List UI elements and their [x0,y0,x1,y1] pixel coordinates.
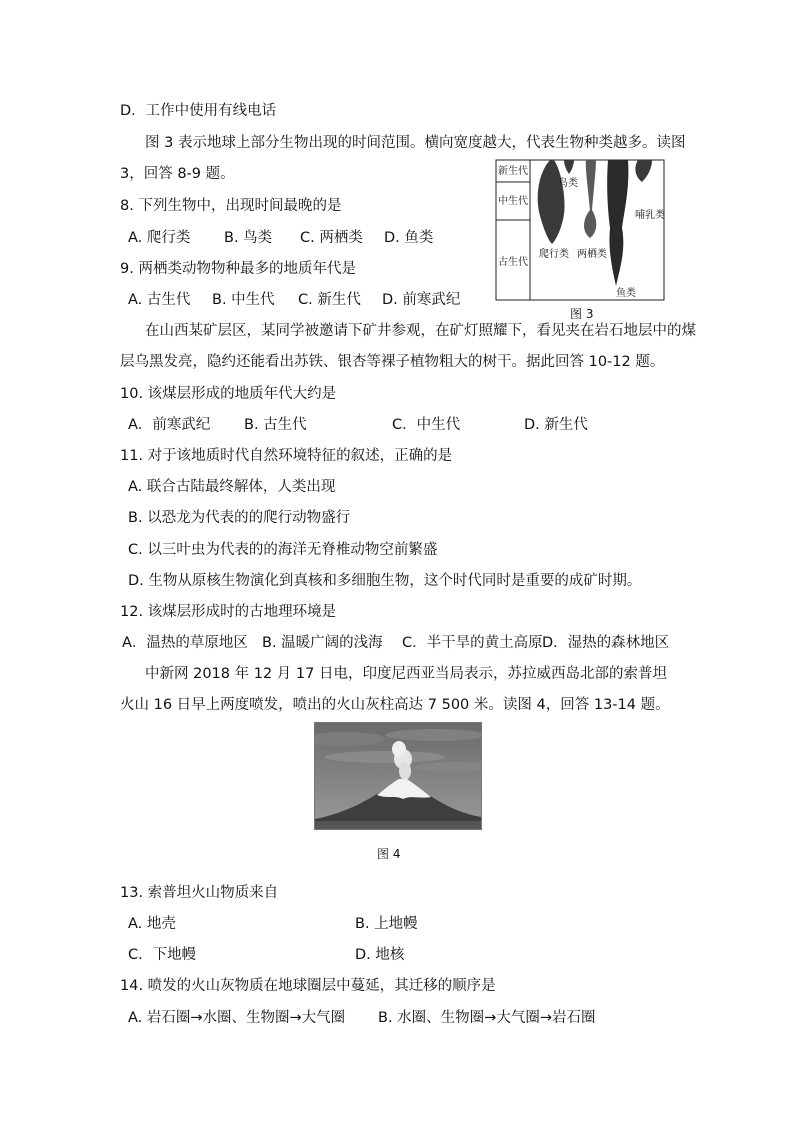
q14-option-a: A. 岩石圈→水圈、生物圈→大气圈 [128,1010,346,1026]
q13-option-d: D. 地核 [355,947,405,963]
q11-option-c: C. 以三叶虫为代表的的海洋无脊椎动物空前繁盛 [128,542,438,558]
q10-option-c: C．中生代 [392,417,461,433]
group-label-birds: 鸟类 [558,178,578,189]
q8-option-b: B. 鸟类 [224,230,273,246]
era-label-paleozoic: 古生代 [498,257,528,268]
coal-intro-line1: 在山西某矿层区，某同学被邀请下矿井参观，在矿灯照耀下，看见夹在岩石地层中的煤 [145,323,696,339]
q13-option-a: A. 地壳 [128,916,176,932]
figure-4-photo [314,722,482,830]
figure-3-caption: 图 3 [570,307,594,321]
volcano-illustration [315,723,481,829]
q9-stem: 9. 两栖类动物物种最多的地质年代是 [120,261,356,277]
q9-option-a: A. 古生代 [128,292,191,308]
q12-stem: 12. 该煤层形成时的古地理环境是 [120,604,337,620]
q11-option-a: A. 联合古陆最终解体，人类出现 [128,479,336,495]
fig3-intro-line2: 3，回答 8-9 题。 [120,166,235,182]
coal-intro-line2: 层乌黑发亮，隐约还能看出苏铁、银杏等裸子植物粗大的树干。据此回答 10-12 题。 [120,354,665,370]
q8-option-d: D. 鱼类 [384,230,434,246]
q10-stem: 10. 该煤层形成的地质年代大约是 [120,386,337,402]
q10-option-a: A．前寒武纪 [128,417,211,433]
q11-option-b: B. 以恐龙为代表的的爬行动物盛行 [128,510,351,526]
q9-option-c: C. 新生代 [298,292,361,308]
figure-3 [492,158,668,302]
era-label-mesozoic: 中生代 [498,196,528,207]
group-label-amphibians: 两栖类 [577,249,607,260]
q12-option-b: B. 温暖广阔的浅海 [262,635,383,651]
q8-stem: 8. 下列生物中，出现时间最晚的是 [120,198,342,214]
q12-option-c: C．半干旱的黄土高原 [402,635,543,651]
q9-option-d: D. 前寒武纪 [382,292,461,308]
figure-4-caption: 图 4 [377,847,401,861]
q13-stem: 13. 索普坦火山物质来自 [120,885,279,901]
q7-option-d: D．工作中使用有线电话 [120,103,277,119]
era-label-cenozoic: 新生代 [498,166,528,177]
q10-option-d: D. 新生代 [524,417,588,433]
group-label-mammals: 哺乳类 [635,210,665,221]
q8-option-a: A. 爬行类 [128,230,191,246]
figure-3-drawing [492,158,668,302]
volcano-intro-line2: 火山 16 日早上两度喷发，喷出的火山灰柱高达 7 500 米。读图 4，回答 13-14 题。 [120,697,670,713]
q11-stem: 11. 对于该地质时代自然环境特征的叙述，正确的是 [120,448,453,464]
q13-option-b: B. 上地幔 [355,916,418,932]
q10-option-b: B. 古生代 [244,417,307,433]
q12-option-a: A．温热的草原地区 [122,635,248,651]
q11-option-d: D. 生物从原核生物演化到真核和多细胞生物，这个时代同时是重要的成矿时期。 [128,573,642,589]
q12-option-d: D．湿热的森林地区 [542,635,670,651]
fig3-intro-line1: 图 3 表示地球上部分生物出现的时间范围。横向宽度越大，代表生物种类越多。读图 [145,135,686,151]
q14-stem: 14. 喷发的火山灰物质在地球圈层中蔓延，其迁移的顺序是 [120,978,496,994]
q13-option-c: C．下地幔 [128,947,197,963]
group-label-fish: 鱼类 [616,288,636,299]
q14-option-b: B. 水圈、生物圈→大气圈→岩石圈 [378,1010,596,1026]
q9-option-b: B. 中生代 [212,292,275,308]
q8-option-c: C. 两栖类 [300,230,363,246]
volcano-intro-line1: 中新网 2018 年 12 月 17 日电，印度尼西亚当局表示，苏拉威西岛北部的索普坦 [145,666,667,682]
group-label-reptiles: 爬行类 [539,249,569,260]
